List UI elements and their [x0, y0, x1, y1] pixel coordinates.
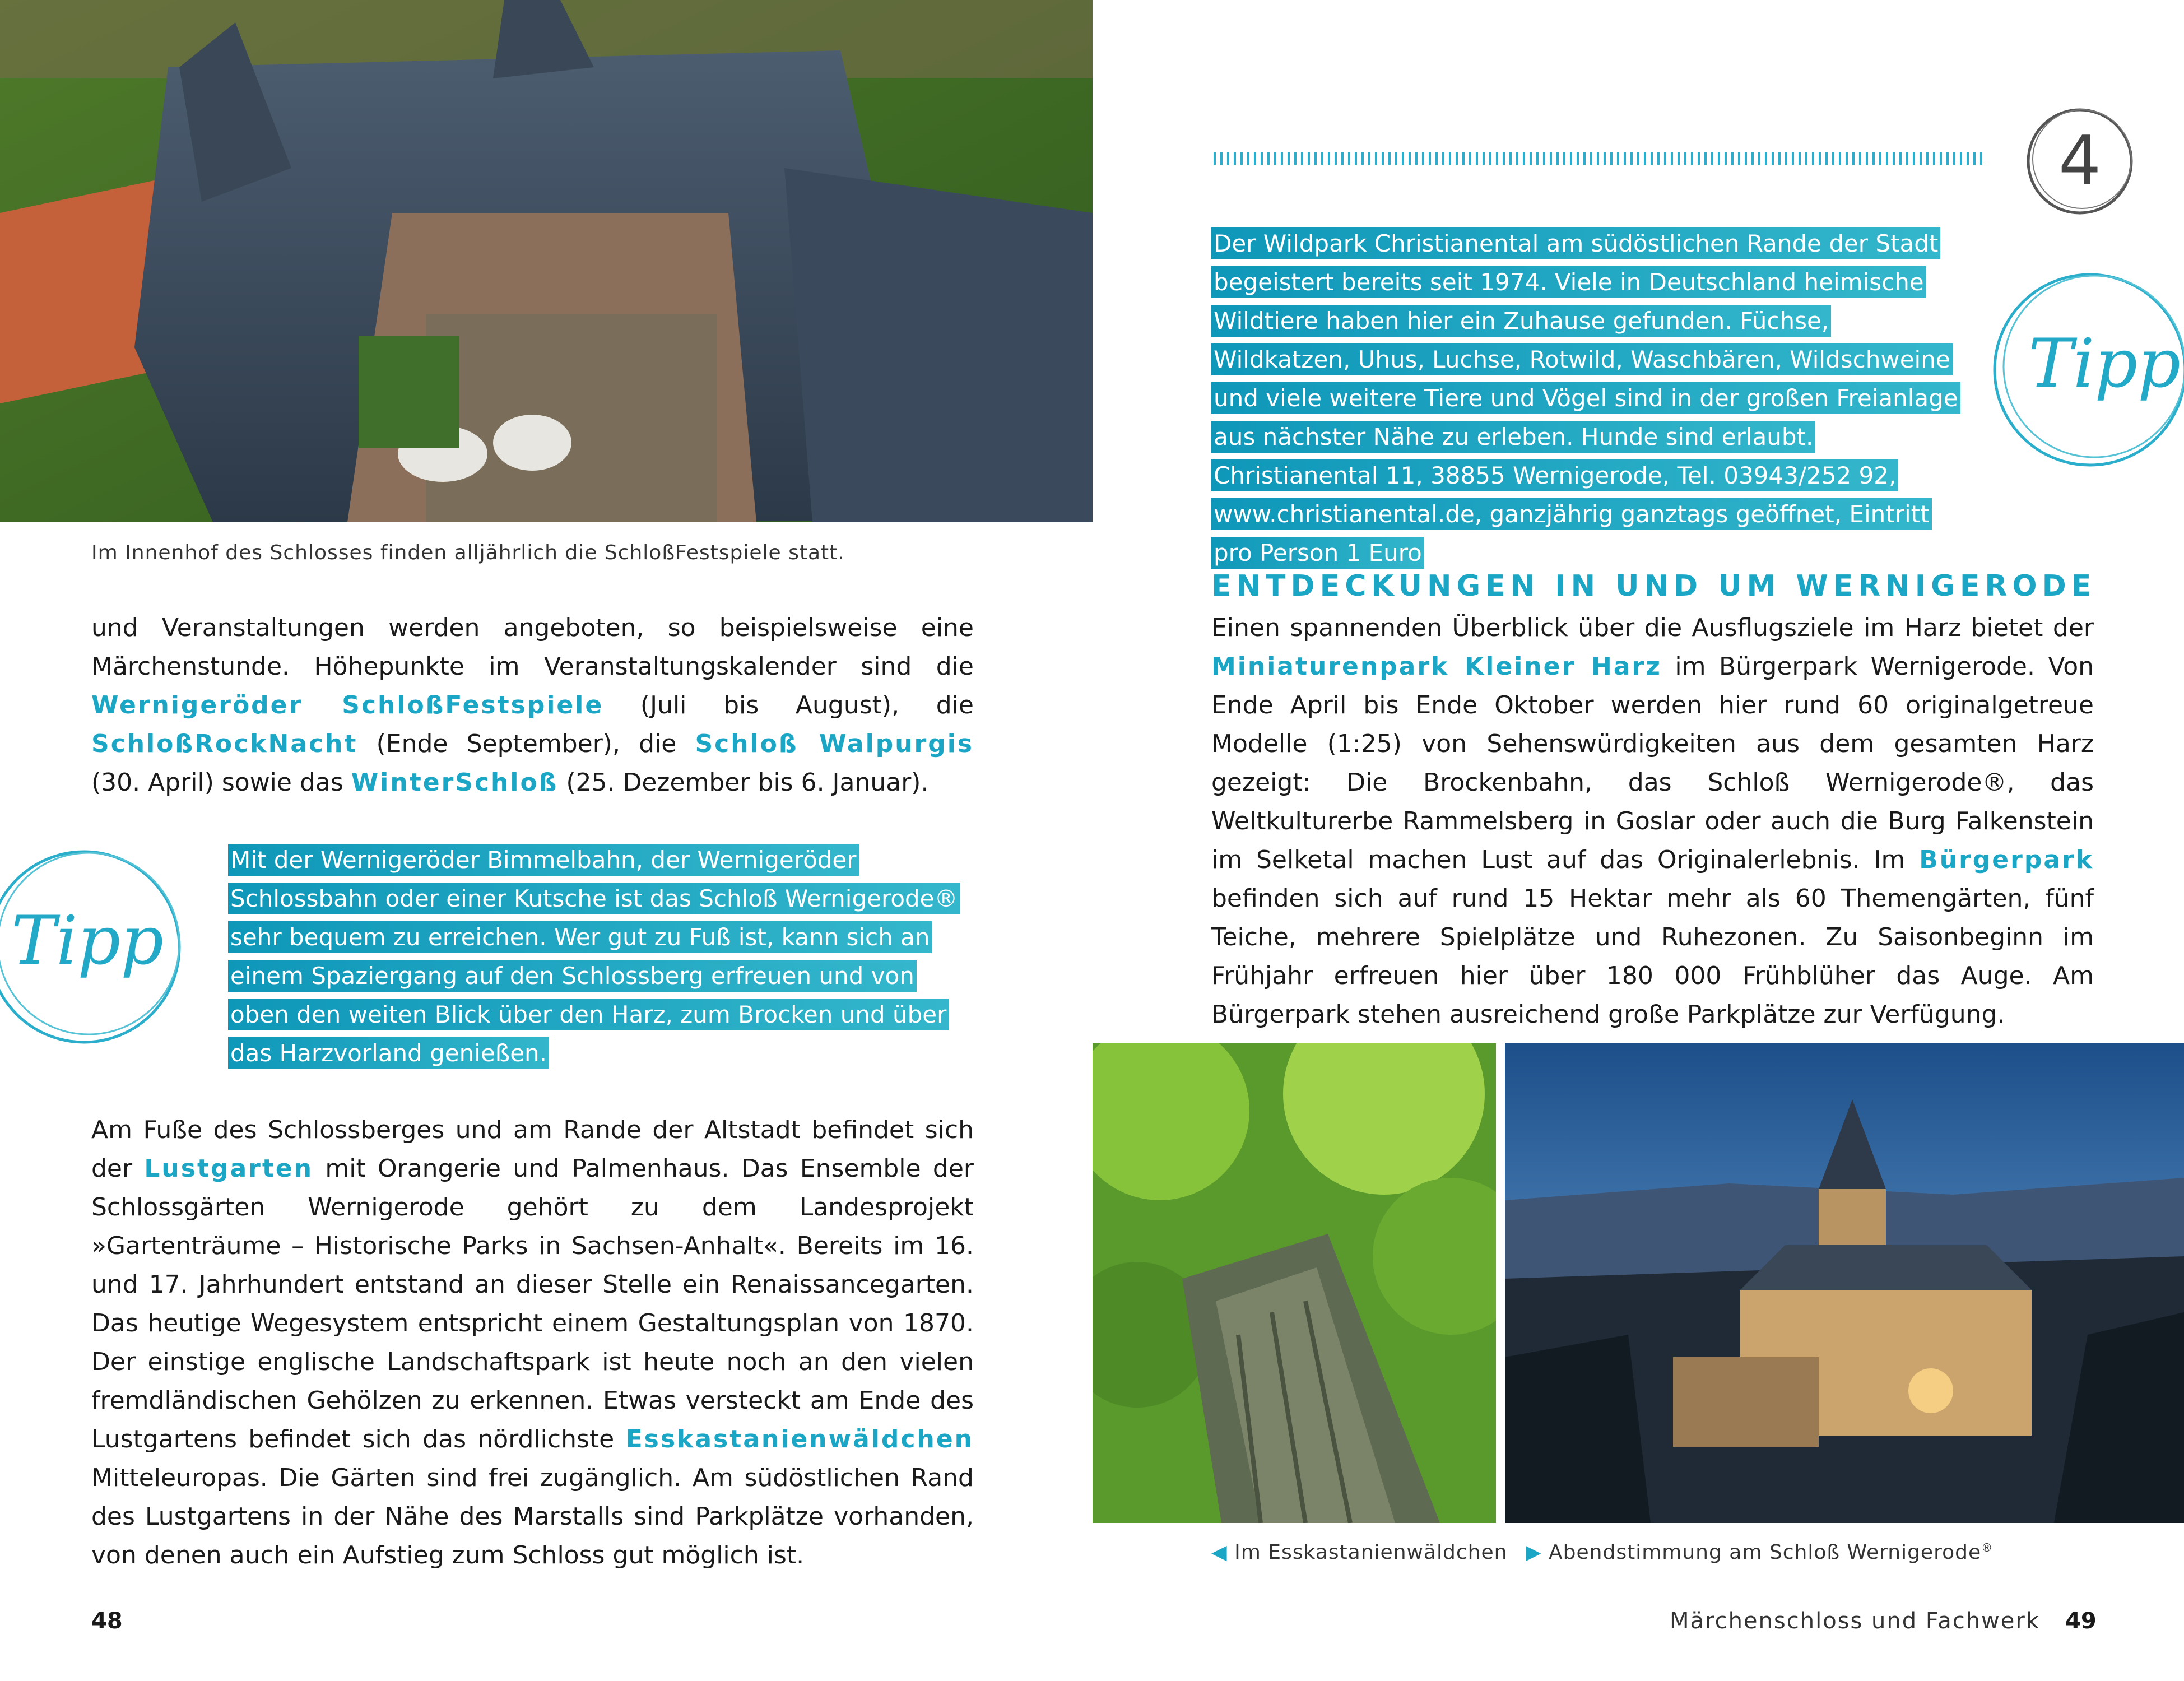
tip-box-right: [1211, 224, 1968, 572]
events-text-5: (25. Dezember bis 6. Januar).: [558, 768, 929, 797]
events-text-4: (30. April) sowie das: [91, 768, 351, 797]
caption-right: Abendstimmung am Schloß Wernigerode: [1549, 1541, 1982, 1564]
castle-courtyard-photo: [0, 0, 1093, 522]
esskastanien-link: Esskastanienwäldchen: [625, 1425, 974, 1454]
festspiele-link: Wernigeröder SchloßFestspiele: [91, 691, 604, 719]
tipp-badge-left: [0, 835, 190, 1059]
lustgarten-paragraph: [91, 1111, 974, 1575]
right-arrow-icon: ▶: [1525, 1541, 1542, 1564]
entdeckungen-paragraph: [1211, 609, 2094, 1034]
events-text-1: und Veranstaltungen werden angeboten, so beispielsweise eine Märchenstunde. Höhepunkte im Veranstaltungskalender sind die: [91, 614, 974, 681]
tip-text-left: Mit der Wernigeröder Bimmelbahn, der Wernigeröder Schlossbahn oder einer Kutsche ist das Schloß Wernigerode® sehr bequem zu erreichen. Wer gut zu Fuß ist, kann sich an einem Spaziergang auf den Schlossberg erfreuen und von oben den weiten Blick über den Harz, zum Brocken und über das Harzvorland genießen.: [228, 844, 960, 1069]
running-head: Märchenschloss und Fachwerk: [1670, 1608, 2040, 1634]
top-photo-caption: Im Innenhof des Schlosses finden alljährlich die SchloßFestspiele statt.: [91, 541, 845, 564]
lustgarten-text-1: Am Fuße des Schlossberges und am Rande der Altstadt befindet sich der: [91, 1116, 974, 1183]
entdeckungen-text-2: im Bürgerpark Wernigerode. Von Ende April bis Ende Oktober werden hier rund 60 originalgetreue Modelle (1:25) von Sehenswürdigkeiten aus dem gesamten Harz gezeigt: Die Brockenbahn, das Schloß Wernigerode®, das Weltkulturerbe Rammelsberg in Goslar oder auch die Burg Falkenstein im Selketal machen Lust auf das Originalerlebnis. Im: [1211, 652, 2094, 874]
winterschloss-link: WinterSchloß: [351, 768, 559, 797]
chapter-number: 4: [2058, 122, 2102, 200]
page-number-left: 48: [91, 1608, 123, 1634]
entdeckungen-text-3: befinden sich auf rund 15 Hektar mehr als 60 Themengärten, fünf Teiche, mehrere Spielplätze und Ruhezonen. Zu Saisonbeginn im Frühjahr erfreuen hier über 180 000 Frühblüher das Auge. Am Bürgerpark stehen ausreichend große Parkplätze zur Verfügung.: [1211, 884, 2094, 1029]
tip-text-right: Der Wildpark Christianental am südöstlichen Rande der Stadt begeistert bereits seit 1974. Viele in Deutschland heimische Wildtiere haben hier ein Zuhause gefunden. Füchse, Wildkatzen, Uhus, Luchse, Rotwild, Waschbären, Wildschweine und viele weitere Tiere und Vögel sind in der großen Freianlage aus nächster Nähe zu erleben. Hunde sind erlaubt. Christianental 11, 38855 Wernigerode, Tel. 03943/252 92, www.christianental.de, ganzjährig ganztags geöffnet, Eintritt pro Person 1 Euro: [1211, 227, 1960, 569]
tipp-label-right: Tipp: [2028, 325, 2181, 403]
entdeckungen-text-1: Einen spannenden Überblick über die Ausflugsziele im Harz bietet der: [1211, 614, 2094, 642]
walpurgis-link: Schloß Walpurgis: [695, 730, 974, 758]
tipp-label-left: Tipp: [11, 902, 164, 980]
section-heading: ENTDECKUNGEN IN UND UM WERNIGERODE: [1211, 569, 2097, 603]
lustgarten-text-3: Mitteleuropas. Die Gärten sind frei zugänglich. Am südöstlichen Rand des Lustgartens in der Nähe des Marstalls sind Parkplätze vorhanden, von denen auch ein Aufstieg zum Schloss gut möglich ist.: [91, 1464, 974, 1569]
castle-evening-photo: [1505, 1043, 2184, 1523]
tipp-badge-right: [1983, 258, 2184, 482]
events-text-3: (Ende September), die: [357, 730, 695, 758]
events-paragraph: [91, 609, 974, 802]
page-number-right: 49: [2065, 1608, 2097, 1634]
miniaturenpark-link: Miniaturenpark Kleiner Harz: [1211, 652, 1662, 681]
caption-left: Im Esskastanienwäldchen: [1234, 1541, 1508, 1564]
left-arrow-icon: ◀: [1211, 1541, 1228, 1564]
events-text-2: (Juli bis August), die: [603, 691, 974, 719]
rocknacht-link: SchloßRockNacht: [91, 730, 358, 758]
chapter-badge: [2024, 105, 2136, 217]
chestnut-tree-photo: [1093, 1043, 1496, 1523]
bottom-captions: [1211, 1541, 2164, 1564]
decorative-stripe: [1214, 152, 1983, 165]
lustgarten-link: Lustgarten: [144, 1154, 314, 1183]
lustgarten-text-2: mit Orangerie und Palmenhaus. Das Ensemble der Schlossgärten Wernigerode gehört zu dem Landesprojekt »Gartenträume – Historische Parks in Sachsen-Anhalt«. Bereits im 16. und 17. Jahrhundert entstand an dieser Stelle ein Renaissancegarten. Das heutige Wegesystem entspricht einem Gestaltungsplan von 1870. Der einstige englische Landschaftspark ist heute noch an den vielen fremdländischen Gehölzen zu erkennen. Etwas versteckt am Ende des Lustgartens befindet sich das nördlichste: [91, 1154, 974, 1454]
tip-box-left: [228, 840, 973, 1072]
buergerpark-link: Bürgerpark: [1919, 846, 2094, 874]
registered-mark: ®: [1981, 1541, 1994, 1554]
